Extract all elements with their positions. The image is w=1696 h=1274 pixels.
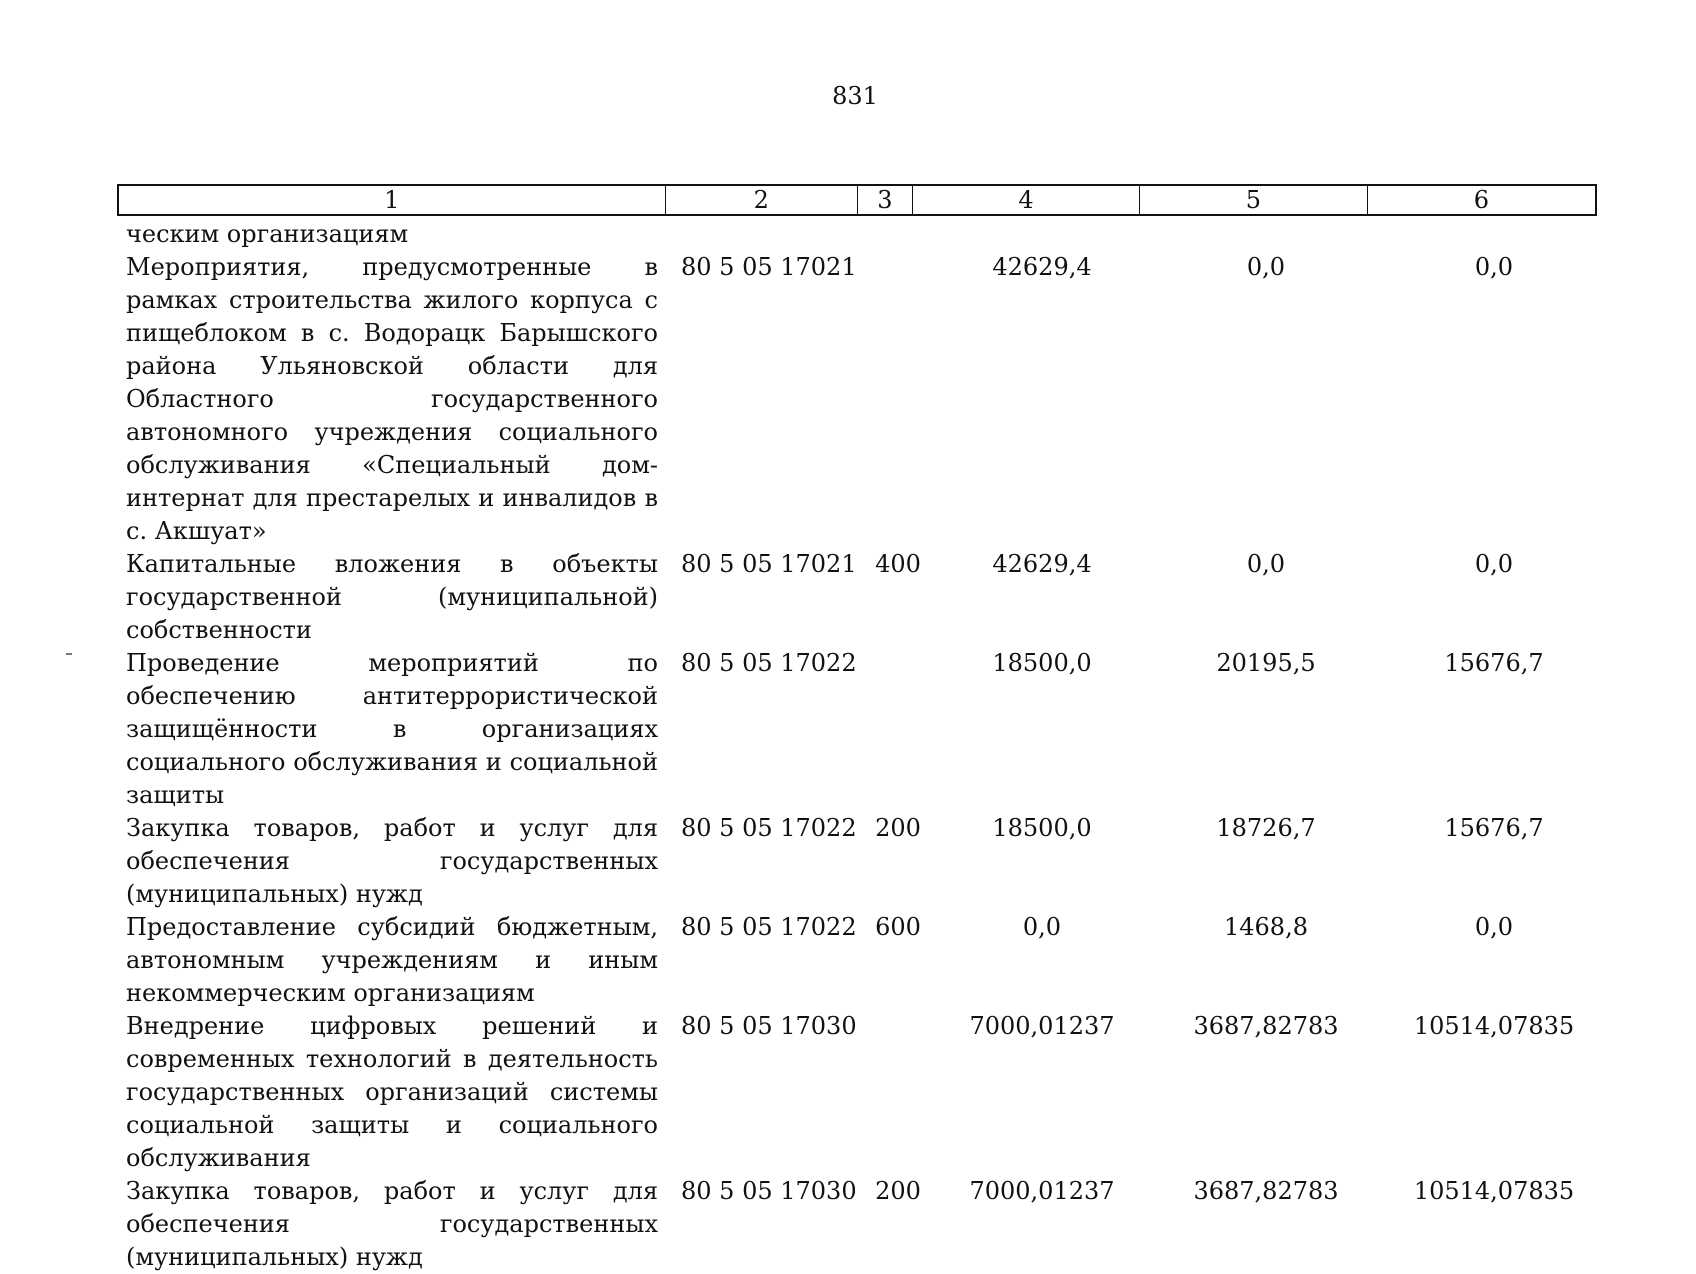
page-number: 831: [832, 82, 878, 110]
row-value-col4: 42629,4: [992, 550, 1092, 578]
row-value-col5: 18726,7: [1216, 814, 1316, 842]
row-value-col5: 0,0: [1246, 253, 1286, 281]
row-value-col5: 3687,82783: [1193, 1012, 1339, 1040]
row-expense-type: 600: [875, 913, 921, 941]
row-description: Проведение мероприятий по обеспечению антитеррористической защищённости в организациях социального обслуживания и социальной защиты: [126, 649, 658, 809]
header-col-6: 6: [1473, 186, 1489, 214]
row-code: 80 5 05 17022: [681, 814, 857, 842]
row-value-col4: 7000,01237: [969, 1012, 1115, 1040]
row-description: Капитальные вложения в объекты государственной (муниципальной) собственности: [126, 550, 658, 644]
row-description: Закупка товаров, работ и услуг для обеспечения государственных (муниципальных) нужд: [126, 814, 658, 908]
row-value-col6: 0,0: [1474, 253, 1514, 281]
table-row: [126, 647, 1597, 812]
row-expense-type: 200: [875, 814, 921, 842]
row-expense-type: 200: [875, 1177, 921, 1205]
row-value-col5: 20195,5: [1216, 649, 1316, 677]
row-value-col6: 0,0: [1474, 913, 1514, 941]
row-code: 80 5 05 17022: [681, 913, 857, 941]
header-col-4: 4: [913, 186, 1140, 214]
header-col-5: 5: [1140, 186, 1367, 214]
header-col-2: 2: [666, 186, 858, 214]
row-value-col5: 1468,8: [1224, 913, 1308, 941]
row-value-col4: 42629,4: [992, 253, 1092, 281]
table-row: [126, 911, 1597, 1010]
header-col-3: 3: [858, 186, 913, 214]
table-header: [117, 184, 1597, 216]
table-row: [126, 1175, 1597, 1274]
row-value-col5: 3687,82783: [1193, 1177, 1339, 1205]
row-code: 80 5 05 17030: [681, 1177, 857, 1205]
budget-table: [126, 218, 1597, 1274]
header-col-1: 1: [119, 186, 666, 214]
row-code: 80 5 05 17021: [681, 550, 857, 578]
row-value-col6: 15676,7: [1444, 814, 1544, 842]
row-description: ческим организациям: [126, 220, 409, 248]
row-description: Внедрение цифровых решений и современных технологий в деятельность государственных организаций системы социальной защиты и социального обслуживания: [126, 1012, 658, 1172]
row-description: Мероприятия, предусмотренные в рамках строительства жилого корпуса с пищеблоком в с. Водорацк Барышского района Ульяновской области для Областного государственного автономного учреждения социального обслуживания «Специальный дом-интернат для престарелых и инвалидов в с. Акшуат»: [126, 253, 658, 545]
table-row: [126, 251, 1597, 548]
row-value-col6: 15676,7: [1444, 649, 1544, 677]
table-row: [126, 1010, 1597, 1175]
row-code: 80 5 05 17021: [681, 253, 857, 281]
table-row: [126, 812, 1597, 911]
row-value-col6: 0,0: [1474, 550, 1514, 578]
row-value-col4: 18500,0: [992, 814, 1092, 842]
row-expense-type: 400: [875, 550, 921, 578]
row-code: 80 5 05 17022: [681, 649, 857, 677]
table-row: [126, 548, 1597, 647]
row-value-col4: 18500,0: [992, 649, 1092, 677]
row-value-col5: 0,0: [1246, 550, 1286, 578]
row-code: 80 5 05 17030: [681, 1012, 857, 1040]
row-value-col6: 10514,07835: [1413, 1012, 1575, 1040]
row-value-col4: 7000,01237: [969, 1177, 1115, 1205]
row-value-col6: 10514,07835: [1413, 1177, 1575, 1205]
row-description: Предоставление субсидий бюджетным, автономным учреждениям и иным некоммерческим организациям: [126, 913, 658, 1007]
row-value-col4: 0,0: [1022, 913, 1062, 941]
row-description: Закупка товаров, работ и услуг для обеспечения государственных (муниципальных) нужд: [126, 1177, 658, 1271]
scan-mark: [66, 653, 72, 655]
table-row: [126, 218, 1597, 251]
